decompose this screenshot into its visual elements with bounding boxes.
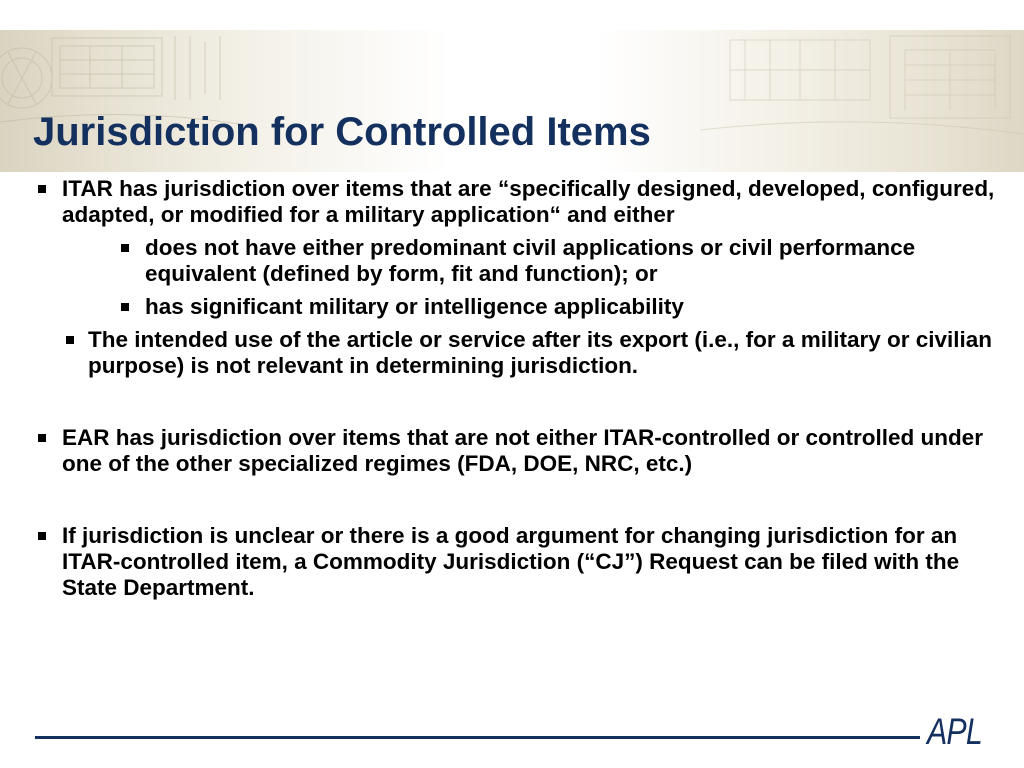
bullet-text: The intended use of the article or service after its export (i.e., for a military or civilian purpose) is not relevant in determining jurisdiction. xyxy=(88,327,993,378)
square-bullet-icon xyxy=(66,336,74,344)
bullet-text: has significant military or intelligence applicability xyxy=(145,294,684,319)
bullet-ear-jurisdiction xyxy=(62,425,997,477)
bullet-text: ITAR has jurisdiction over items that are “specifically designed, developed, configured, adapted, or modified for a military application“ and either xyxy=(62,176,995,227)
bullet-text: EAR has jurisdiction over items that are not either ITAR-controlled or controlled under one of the other specialized regimes (FDA, DOE, NRC, etc.) xyxy=(62,425,983,476)
square-bullet-icon xyxy=(121,303,129,311)
slide-title: Jurisdiction for Controlled Items xyxy=(33,110,651,154)
bullet-text: does not have either predominant civil applications or civil performance equivalent (defined by form, fit and function); or xyxy=(145,235,916,286)
bullet-text: If jurisdiction is unclear or there is a good argument for changing jurisdiction for an ITAR-controlled item, a Commodity Jurisdiction (“CJ”) Request can be filed with the State Department. xyxy=(62,523,960,600)
sub-bullet-intended-use xyxy=(88,327,998,379)
square-bullet-icon xyxy=(38,434,46,442)
apl-logo: APL xyxy=(927,711,982,752)
bullet-commodity-jurisdiction xyxy=(62,523,997,601)
sub-bullet-civil-applications xyxy=(145,235,985,287)
square-bullet-icon xyxy=(38,185,46,193)
square-bullet-icon xyxy=(121,244,129,252)
sub-bullet-military-applicability xyxy=(145,294,985,320)
bullet-list xyxy=(0,176,1024,601)
square-bullet-icon xyxy=(38,532,46,540)
footer-rule xyxy=(35,736,920,739)
bullet-itar-jurisdiction xyxy=(62,176,997,228)
